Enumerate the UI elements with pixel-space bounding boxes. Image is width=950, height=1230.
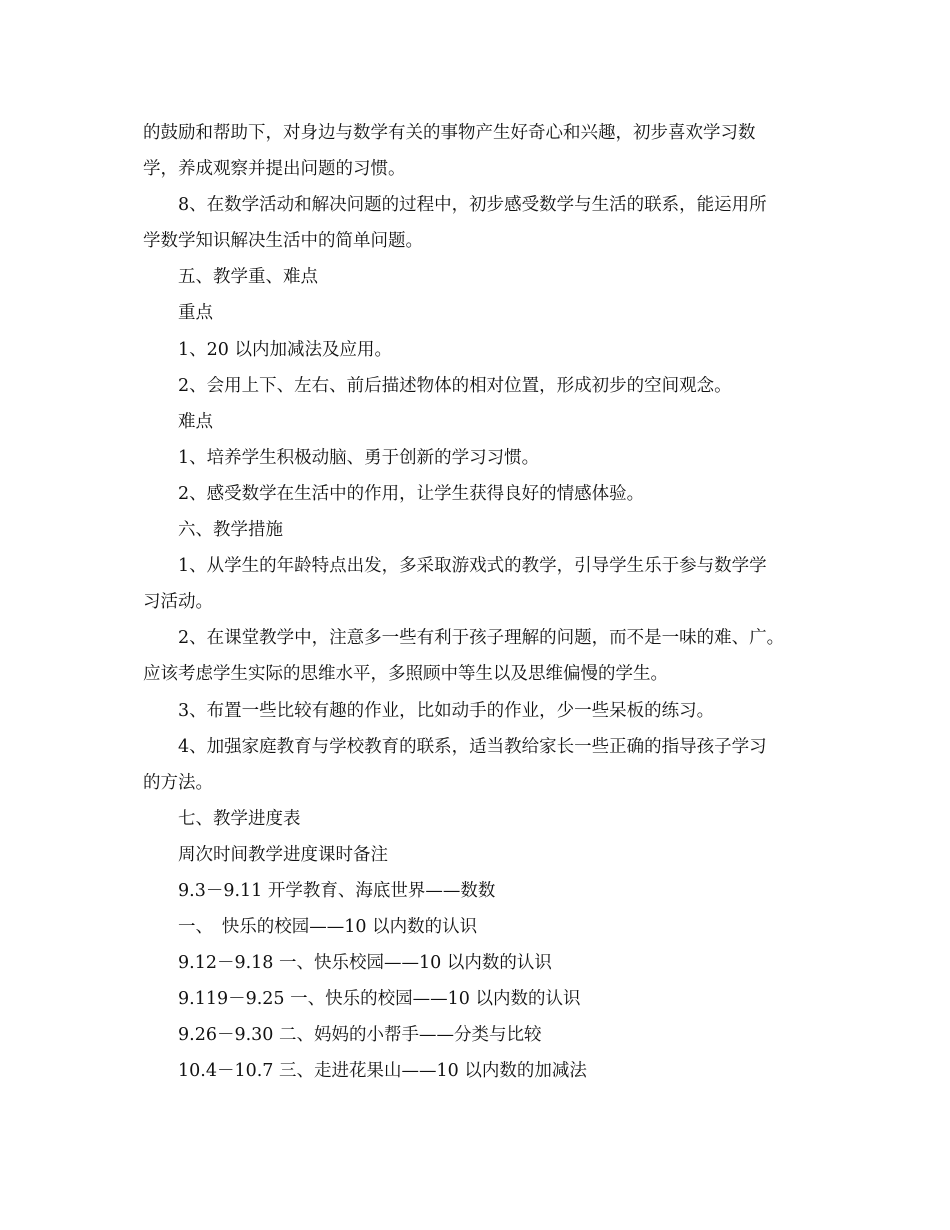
text-line: 习活动。 [143,592,213,613]
schedule-header: 周次时间教学进度课时备注 [178,844,388,865]
text-line: 应该考虑学生实际的思维水平，多照顾中等生以及思维偏慢的学生。 [143,664,668,685]
text-line: 的方法。 [143,772,213,793]
subheading: 难点 [178,411,213,432]
text-line: 学，养成观察并提出问题的习惯。 [143,159,406,180]
text-line: 2、会用上下、左右、前后描述物体的相对位置，形成初步的空间观念。 [178,375,732,396]
schedule-row: 9.12－9.18 一、快乐校园——10 以内数的认识 [178,953,552,974]
text-line: 1、培养学生积极动脑、勇于创新的学习习惯。 [178,447,540,468]
schedule-row: 一、 快乐的校园——10 以内数的认识 [178,917,478,938]
schedule-row: 10.4－10.7 三、走进花果山——10 以内数的加减法 [178,1061,587,1082]
text-line: 2、在课堂教学中，注意多一些有利于孩子理解的问题，而不是一味的难、广。 [178,628,785,649]
section-heading: 五、教学重、难点 [178,267,318,288]
text-line: 1、从学生的年龄特点出发，多采取游戏式的教学，引导学生乐于参与数学学 [178,556,767,577]
text-line: 2、感受数学在生活中的作用，让学生获得良好的情感体验。 [178,483,645,504]
schedule-row: 9.119－9.25 一、快乐的校园——10 以内数的认识 [178,989,581,1010]
section-heading: 七、教学进度表 [178,808,301,829]
text-line: 4、加强家庭教育与学校教育的联系，适当教给家长一些正确的指导孩子学习 [178,736,767,757]
text-line: 学数学知识解决生活中的简单问题。 [143,231,423,252]
subheading: 重点 [178,303,213,324]
text-line: 3、布置一些比较有趣的作业，比如动手的作业，少一些呆板的练习。 [178,700,715,721]
text-line: 1、20 以内加减法及应用。 [178,339,392,360]
section-heading: 六、教学措施 [178,520,283,541]
text-line: 的鼓励和帮助下，对身边与数学有关的事物产生好奇心和兴趣，初步喜欢学习数 [143,123,756,143]
document-page [143,115,823,1090]
schedule-row: 9.3－9.11 开学教育、海底世界——数数 [178,880,496,901]
schedule-row: 9.26－9.30 二、妈妈的小帮手——分类与比较 [178,1025,542,1046]
text-line: 8、在数学活动和解决问题的过程中，初步感受数学与生活的联系，能运用所 [178,195,767,216]
